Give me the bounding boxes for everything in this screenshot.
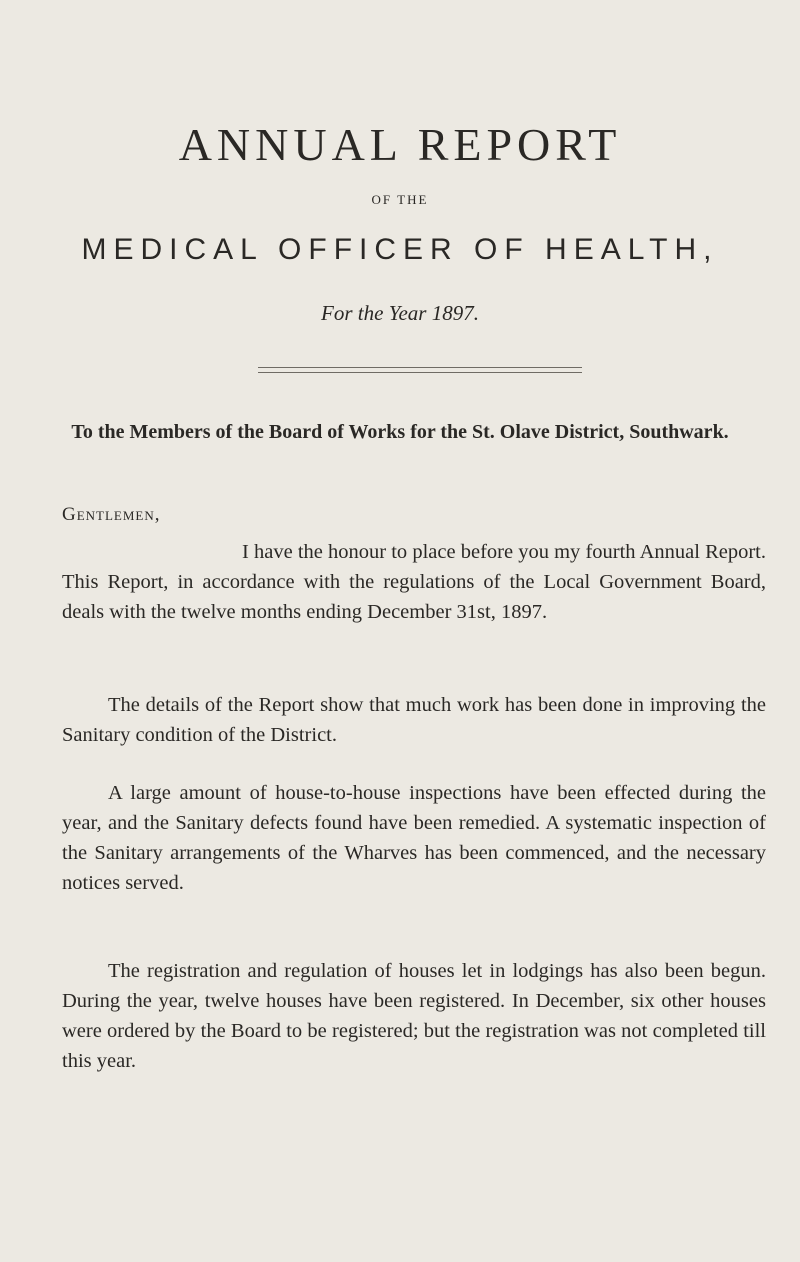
paragraph-3: A large amount of house-to-house inspections have been effected during the year, and the Sanitary defects found have been remedied. A systematic inspection of the Sanitary arrangements of the Wharves has been commenced, and the necessary notices served. [62,782,766,894]
report-year: For the Year 1897. [321,301,479,325]
paragraph-2: The details of the Report show that much work has been done in improving the Sanitary condition of the District. [62,694,766,746]
report-subtitle: MEDICAL OFFICER OF HEALTH, [81,233,719,266]
salutation: Gentlemen, [62,504,161,525]
report-title: ANNUAL REPORT [178,119,622,170]
paragraph-1: I have the honour to place before you my fourth Annual Report. This Report, in accordance with the regulations of the Local Government Board, deals with the twelve months ending December 31st, 1897. [62,541,766,623]
of-the-label: OF THE [371,192,429,207]
double-rule-divider [258,367,582,373]
paragraph-4: The registration and regulation of houses let in lodgings has also been begun. During the year, twelve houses have been registered. In December, six other houses were ordered by the Board to be registered; but the registration was not completed till this year. [62,960,766,1072]
address-line: To the Members of the Board of Works for the St. Olave District, Southwark. [71,421,729,443]
